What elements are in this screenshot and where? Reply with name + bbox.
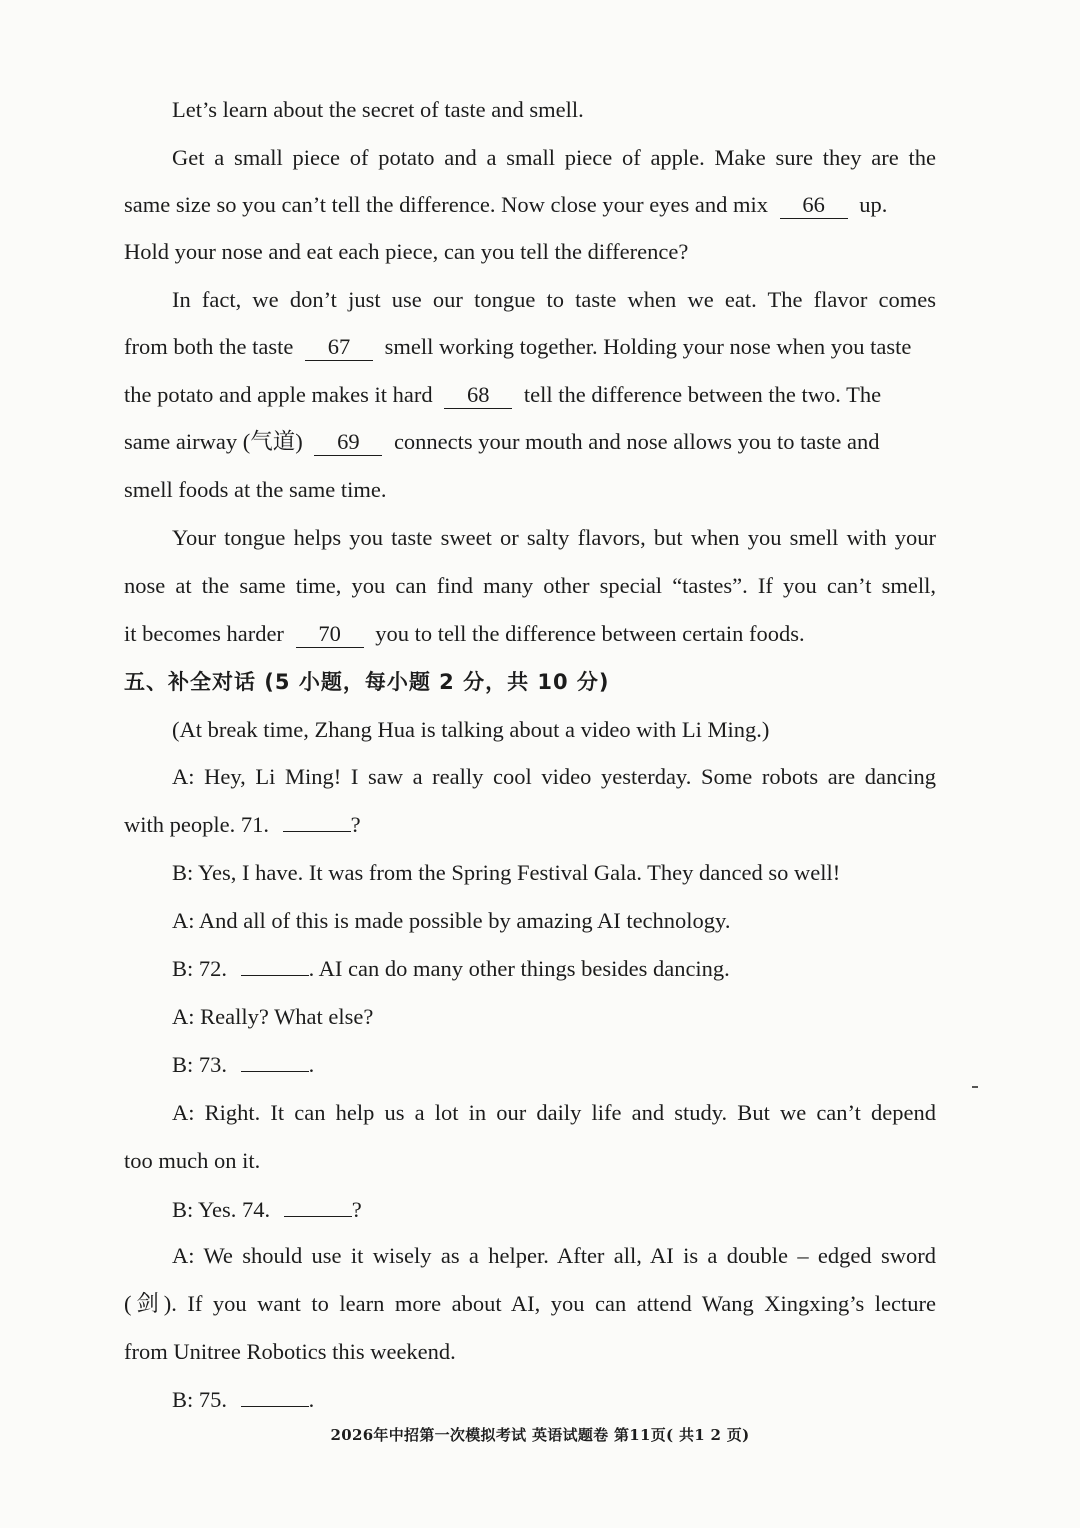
dialog-b4-label: B: Yes. 74. (172, 1197, 271, 1222)
p2-line5 (124, 475, 936, 505)
blank-72[interactable] (241, 975, 309, 976)
page-footer: 2026年中招第一次模拟考试 英语试题卷 第11页( 共1 2 页) (330, 1426, 750, 1444)
p1-line3-text: Hold your nose and eat each piece, can you tell the difference? (124, 239, 689, 264)
dialog-line-a4 (172, 1098, 936, 1128)
blank-69[interactable]: 69 (314, 429, 382, 456)
p3-line2 (124, 571, 936, 601)
p1-line2 (124, 190, 936, 220)
p1-line1-text: Get a small piece of potato and a small piece of apple. Make sure they are the (172, 145, 936, 170)
dialog-b3-label: B: 73. (172, 1052, 228, 1077)
p2-line2b: smell working together. Holding your nose when you taste (384, 334, 912, 359)
dialog-b2-label: B: 72. (172, 956, 228, 981)
dialog-line-a4b: too much on it. (124, 1148, 261, 1173)
p3-line3a: it becomes harder (124, 621, 284, 646)
dialog-line-b5 (172, 1385, 936, 1415)
dialog-line-a2: A: And all of this is made possible by amazing AI technology. (172, 908, 731, 933)
p2-line3a: the potato and apple makes it hard (124, 382, 433, 407)
blank-70[interactable]: 70 (296, 621, 364, 648)
dialog-line-a1 (172, 762, 936, 792)
p1-line2a: same size so you can’t tell the difference. Now close your eyes and mix (124, 192, 768, 217)
p3-line3 (124, 619, 936, 649)
p2-line4a: same airway (气道) (124, 429, 303, 454)
dialog-a1b-end: ? (350, 812, 361, 837)
dialog-b3-end: . (308, 1052, 315, 1077)
dialog-line-b1: B: Yes, I have. It was from the Spring Festival Gala. They danced so well! (172, 860, 841, 885)
blank-73[interactable] (241, 1071, 309, 1072)
dialog-line-a5 (172, 1241, 936, 1271)
p2-line4 (124, 427, 936, 457)
p2-line1 (172, 285, 936, 315)
dialog-line-b4 (172, 1195, 936, 1225)
dialog-b5-label: B: 75. (172, 1387, 228, 1412)
p3-line3b: you to tell the difference between certain foods. (375, 621, 805, 646)
dialog-a4-text: A: Right. It can help us a lot in our daily life and study. But we can’t depend (172, 1100, 936, 1125)
dialog-line-b2 (172, 954, 936, 984)
dialog-context: (At break time, Zhang Hua is talking about a video with Li Ming.) (172, 717, 770, 742)
dialog-line-a1b (124, 810, 936, 840)
dialog-b2-text: . AI can do many other things besides dancing. (308, 956, 730, 981)
blank-75[interactable] (241, 1406, 309, 1407)
blank-71[interactable] (283, 831, 351, 832)
p2-line3 (124, 380, 936, 410)
dialog-a1b-text: with people. 71. (124, 812, 269, 837)
p2-line5-text: smell foods at the same time. (124, 477, 387, 502)
blank-68[interactable]: 68 (444, 382, 512, 409)
p1-line1 (172, 143, 936, 173)
p2-line1-text: In fact, we don’t just use our tongue to taste when we eat. The flavor comes (172, 287, 936, 312)
intro-text: Let’s learn about the secret of taste and smell. (172, 97, 584, 122)
dialog-b5-end: . (308, 1387, 315, 1412)
p2-line2 (124, 332, 936, 362)
scan-speck (972, 1086, 978, 1088)
dialog-a5b-text: (剑). If you want to learn more about AI, you can attend Wang Xingxing’s lecture (124, 1291, 936, 1316)
blank-67[interactable]: 67 (305, 334, 373, 361)
section5-heading: 五、补全对话 (5 小题，每小题 2 分，共 10 分) (124, 670, 610, 694)
p2-line2a: from both the taste (124, 334, 294, 359)
p2-line3b: tell the difference between the two. The (523, 382, 882, 407)
p3-line1 (172, 523, 936, 553)
p3-line1-text: Your tongue helps you taste sweet or salty flavors, but when you smell with your (172, 525, 936, 550)
dialog-line-a5c: from Unitree Robotics this weekend. (124, 1339, 456, 1364)
dialog-line-a3: A: Really? What else? (172, 1004, 374, 1029)
blank-66[interactable]: 66 (780, 192, 848, 219)
dialog-a5-text: A: We should use it wisely as a helper. After all, AI is a double – edged sword (172, 1243, 936, 1268)
blank-74[interactable] (284, 1216, 352, 1217)
dialog-a1-text: A: Hey, Li Ming! I saw a really cool video yesterday. Some robots are dancing (172, 764, 936, 789)
p2-line4b: connects your mouth and nose allows you to taste and (393, 429, 880, 454)
dialog-line-b3 (172, 1050, 936, 1080)
dialog-line-a5b (124, 1289, 936, 1319)
dialog-b4-end: ? (351, 1197, 362, 1222)
p1-line3 (124, 237, 936, 267)
p1-line2b: up. (859, 192, 888, 217)
p3-line2-text: nose at the same time, you can find many other special “tastes”. If you can’t smell, (124, 573, 936, 598)
passage-intro (172, 95, 936, 125)
